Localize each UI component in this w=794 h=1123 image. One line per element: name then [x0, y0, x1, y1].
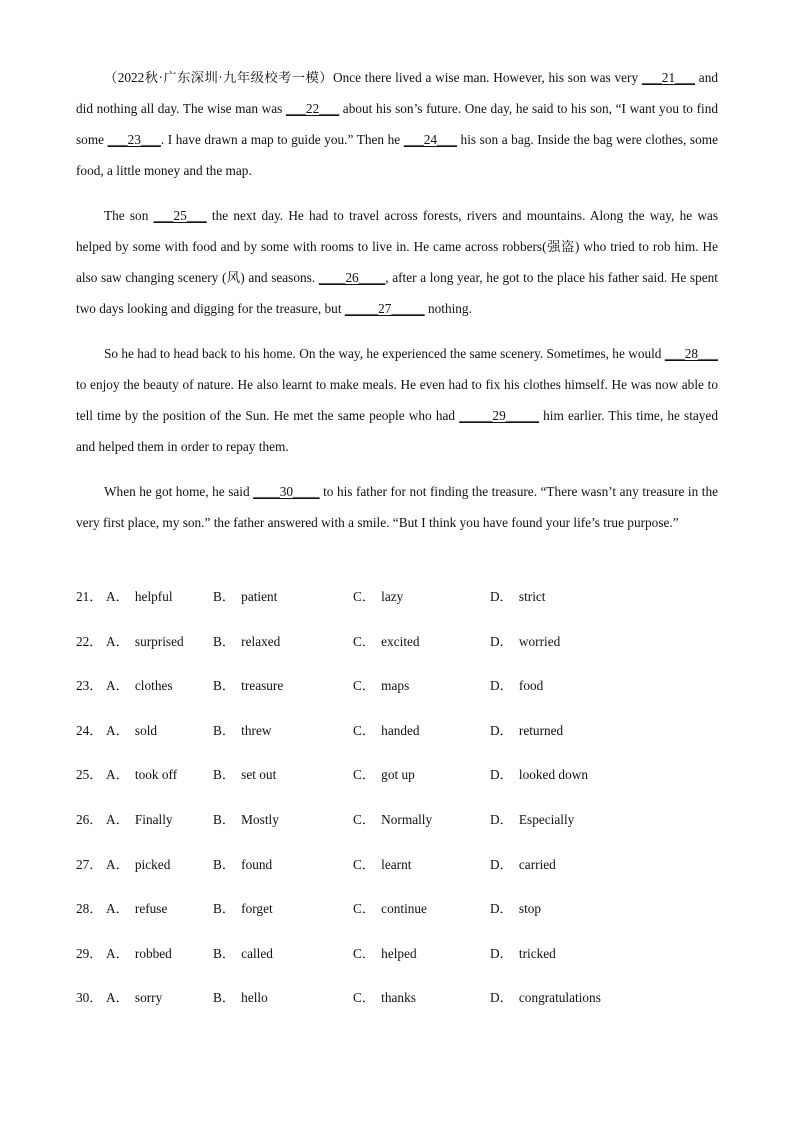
option-text: relaxed	[241, 633, 281, 649]
option-letter: C．	[353, 945, 376, 961]
option-letter: A．	[106, 633, 129, 649]
option-letter: B．	[213, 589, 236, 604]
option-b	[213, 983, 268, 1013]
blank-25: ___25___	[153, 208, 207, 223]
option-b	[213, 894, 273, 924]
option-text: helpful	[134, 589, 173, 604]
option-text: returned	[518, 722, 564, 738]
option-text: Especially	[518, 811, 575, 827]
option-text: found	[241, 856, 273, 872]
blank-24: ___24___	[403, 132, 457, 147]
text: the next day. He had to travel across forests, rivers and mountains. Along the way, he was helped by some with food and by some with rooms to live in. He came across robbers(强盗) who tried to rob him. He also saw changing scenery (风) and seasons.	[76, 208, 719, 285]
option-letter: D．	[490, 811, 513, 827]
option-d	[490, 627, 560, 657]
option-a	[106, 716, 157, 746]
option-letter: B．	[213, 945, 236, 961]
blank-23: ___23___	[107, 132, 161, 147]
option-text: Finally	[134, 811, 173, 827]
option-c	[353, 760, 415, 790]
option-c	[353, 716, 420, 746]
question-row	[76, 850, 718, 895]
option-a	[106, 760, 177, 790]
option-letter: C．	[353, 990, 376, 1006]
text: , after a long year, he got to the place his father said. He spent two days looking and digging for the treasure, but	[76, 270, 718, 316]
option-letter: D．	[490, 633, 513, 649]
option-text: sorry	[134, 990, 163, 1006]
option-text: took off	[134, 767, 178, 783]
option-text: handed	[381, 722, 420, 738]
option-text: strict	[518, 589, 546, 604]
text: The son	[104, 208, 154, 223]
option-b	[213, 716, 271, 746]
text: about his son’s future. One day, he said to his son, “I want you to find some	[76, 101, 719, 147]
option-text: refuse	[134, 901, 168, 917]
text: . I have drawn a map to guide you.” Then he	[160, 132, 404, 147]
option-text: surprised	[134, 633, 184, 649]
option-d	[490, 850, 556, 880]
option-letter: A．	[106, 990, 129, 1006]
option-c	[353, 850, 411, 880]
option-text: forget	[241, 901, 273, 917]
question-row	[76, 582, 718, 627]
text: nothing.	[424, 301, 472, 316]
option-text: picked	[134, 856, 171, 872]
question-row	[76, 939, 718, 984]
question-row	[76, 760, 718, 805]
option-c	[353, 894, 427, 924]
question-number: 26．	[76, 811, 103, 827]
option-letter: B．	[213, 811, 236, 827]
option-d	[490, 894, 541, 924]
paragraph-4	[76, 476, 718, 538]
option-text: clothes	[134, 678, 173, 694]
option-text: lazy	[381, 589, 404, 604]
question-number: 30．	[76, 990, 103, 1006]
option-text: robbed	[134, 945, 172, 961]
option-text: worried	[518, 633, 561, 649]
option-text: food	[518, 678, 544, 694]
option-letter: C．	[353, 722, 376, 738]
option-text: patient	[241, 589, 278, 604]
option-a	[106, 805, 173, 835]
option-b	[213, 760, 276, 790]
option-c	[353, 671, 409, 701]
option-text: sold	[134, 722, 158, 738]
text: When he got home, he said	[104, 484, 254, 499]
question-number: 25．	[76, 767, 103, 783]
question-row	[76, 716, 718, 761]
option-letter: D．	[490, 678, 513, 694]
option-d	[490, 805, 574, 835]
blank-21: ___21___	[641, 70, 696, 85]
question-number: 21．	[76, 589, 103, 604]
option-text: stop	[518, 901, 542, 917]
option-text: threw	[241, 722, 272, 738]
option-b	[213, 582, 277, 612]
question-list	[76, 582, 718, 1028]
paragraph-2	[76, 200, 718, 324]
option-a	[106, 939, 172, 969]
option-letter: A．	[106, 767, 129, 783]
option-d	[490, 939, 556, 969]
question-number: 28．	[76, 901, 103, 917]
option-c	[353, 805, 432, 835]
option-c	[353, 983, 416, 1013]
question-row	[76, 671, 718, 716]
blank-26: ____26____	[318, 270, 386, 285]
option-text: hello	[241, 990, 268, 1006]
option-letter: B．	[213, 990, 236, 1006]
option-letter: D．	[490, 767, 513, 783]
option-d	[490, 582, 546, 612]
option-letter: A．	[106, 856, 129, 872]
option-letter: C．	[353, 633, 376, 649]
option-letter: B．	[213, 767, 236, 783]
blank-28: ___28___	[664, 346, 718, 361]
option-letter: D．	[490, 589, 513, 604]
option-letter: A．	[106, 945, 129, 961]
option-b	[213, 805, 279, 835]
option-c	[353, 627, 420, 657]
option-letter: D．	[490, 901, 513, 917]
option-text: congratulations	[518, 990, 601, 1006]
option-c	[353, 939, 417, 969]
option-text: continue	[381, 901, 427, 917]
option-text: tricked	[518, 945, 556, 961]
option-letter: C．	[353, 901, 376, 917]
text: him earlier. This time, he stayed and helped them in order to repay them.	[76, 408, 718, 454]
option-letter: B．	[213, 633, 236, 649]
question-number: 22．	[76, 633, 103, 649]
paragraph-3	[76, 338, 718, 462]
option-c	[353, 582, 403, 612]
question-row	[76, 894, 718, 939]
option-text: excited	[381, 633, 420, 649]
blank-29: _____29_____	[459, 408, 539, 423]
option-d	[490, 671, 543, 701]
option-a	[106, 894, 167, 924]
option-letter: C．	[353, 767, 376, 783]
option-text: thanks	[381, 990, 416, 1006]
option-b	[213, 671, 283, 701]
option-a	[106, 671, 173, 701]
source-label: （2022秋·广东深圳·九年级校考一模）	[104, 70, 333, 85]
option-text: treasure	[241, 678, 284, 694]
question-row	[76, 983, 718, 1028]
option-text: called	[241, 945, 273, 961]
option-letter: B．	[213, 678, 236, 694]
option-a	[106, 627, 184, 657]
option-text: Mostly	[241, 811, 279, 827]
question-number: 27．	[76, 856, 103, 872]
option-letter: D．	[490, 722, 513, 738]
option-text: looked down	[518, 767, 588, 783]
option-text: carried	[518, 856, 556, 872]
text: So he had to head back to his home. On the way, he experienced the same scenery. Sometimes, he would	[104, 346, 665, 361]
option-letter: C．	[353, 589, 376, 604]
option-letter: C．	[353, 856, 376, 872]
text: to enjoy the beauty of nature. He also learnt to make meals. He even had to fix his clothes himself. He was now able to tell time by the position of the Sun. He met the same people who had	[76, 377, 718, 423]
text: Once there lived a wise man. However, his son was very	[332, 70, 642, 85]
paragraph-1	[76, 62, 718, 186]
option-b	[213, 627, 280, 657]
option-text: Normally	[381, 811, 433, 827]
option-b	[213, 939, 273, 969]
question-row	[76, 805, 718, 850]
blank-30: ____30____	[253, 484, 320, 499]
text: to his father for not finding the treasure. “There wasn’t any treasure in the very first place, my son.” the father answered with a smile. “But I think you have found your life’s true purpose.”	[76, 484, 718, 530]
option-letter: D．	[490, 990, 513, 1006]
option-letter: C．	[353, 811, 376, 827]
option-text: maps	[381, 678, 410, 694]
option-a	[106, 850, 170, 880]
option-letter: B．	[213, 901, 236, 917]
blank-27: _____27_____	[344, 301, 425, 316]
option-letter: D．	[490, 856, 513, 872]
option-letter: B．	[213, 856, 236, 872]
option-letter: D．	[490, 945, 513, 961]
option-d	[490, 983, 601, 1013]
question-number: 29．	[76, 945, 103, 961]
option-b	[213, 850, 272, 880]
option-d	[490, 760, 588, 790]
option-letter: A．	[106, 811, 129, 827]
question-number: 24．	[76, 722, 103, 738]
option-a	[106, 582, 173, 612]
option-letter: A．	[106, 722, 129, 738]
text: and did nothing all day. The wise man was	[76, 70, 719, 116]
text: his son a bag. Inside the bag were clothes, some food, a little money and the map.	[76, 132, 718, 178]
option-letter: B．	[213, 722, 236, 738]
option-letter: A．	[106, 678, 129, 694]
option-text: helped	[381, 945, 417, 961]
option-letter: C．	[353, 678, 376, 694]
option-letter: A．	[106, 901, 129, 917]
question-number: 23．	[76, 678, 103, 694]
option-d	[490, 716, 563, 746]
option-text: set out	[241, 767, 277, 783]
blank-22: ___22___	[285, 101, 340, 116]
question-row	[76, 627, 718, 672]
cloze-passage	[76, 62, 718, 552]
option-letter: A．	[106, 589, 129, 604]
option-text: learnt	[381, 856, 412, 872]
option-a	[106, 983, 162, 1013]
option-text: got up	[381, 767, 415, 783]
